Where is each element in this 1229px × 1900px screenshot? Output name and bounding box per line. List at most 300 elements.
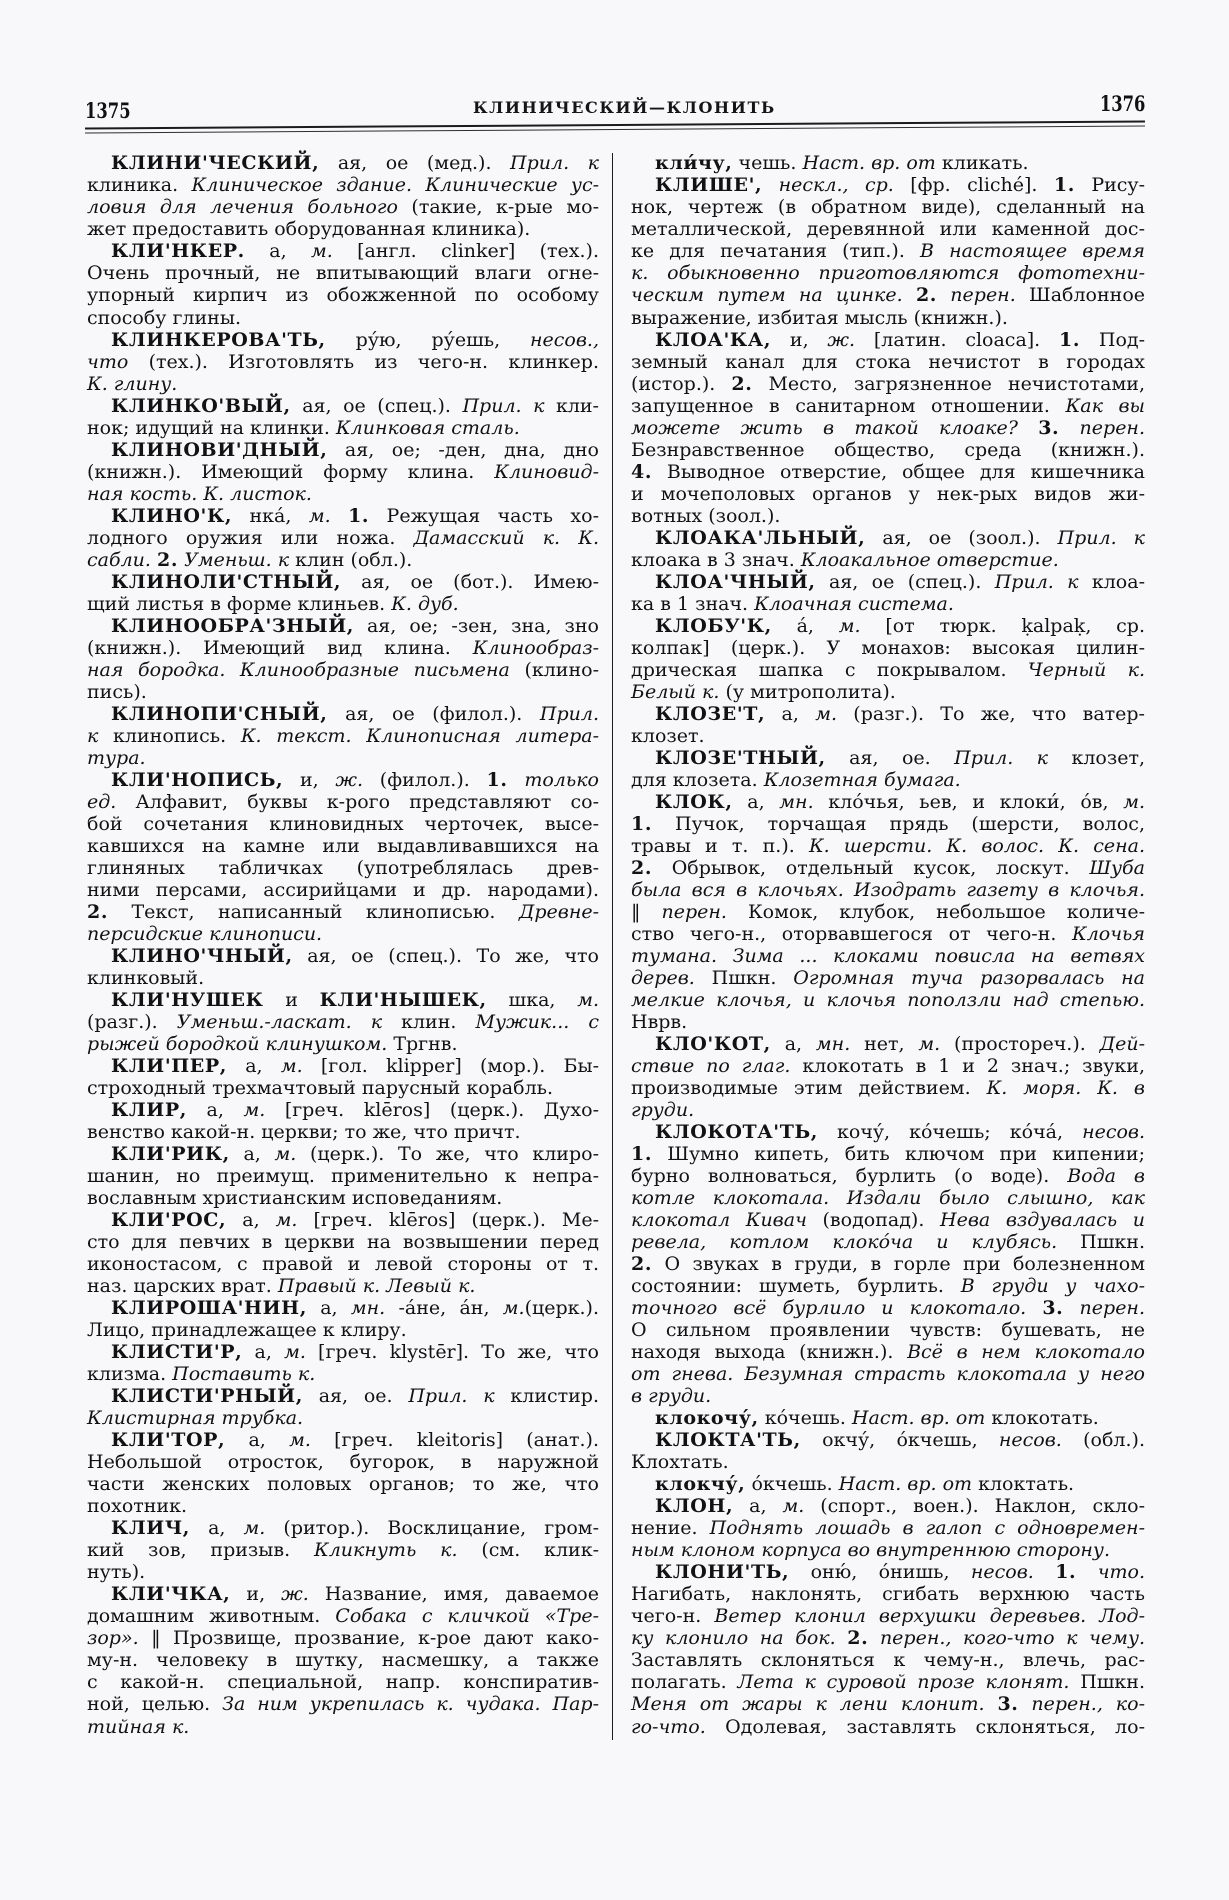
italic-text: мн. [815,1033,851,1056]
dictionary-entry [87,945,599,989]
italic-text: сабли. [87,548,151,571]
text-line [631,196,1145,218]
text-line [631,1363,1145,1385]
headword: КЛИ'НКЕР. [111,240,245,263]
text-line [631,549,1145,571]
plain-text [1034,1561,1055,1583]
dictionary-entry [87,1517,599,1583]
dictionary-entry [631,615,1145,703]
italic-text: Лета к суровой прозе клонят. [737,1671,1070,1694]
italic-text: ческим путем на цинке. [631,284,903,307]
header-double-rule [85,120,1145,133]
plain-text: ая, ое (зоол.). [865,526,1058,549]
italic-text: Прил. к [994,570,1079,593]
text-line [87,549,599,571]
text-line [631,1429,1145,1451]
text-line [631,703,1145,725]
text-line [631,1716,1145,1738]
headword: КЛИНКО'ВЫЙ, [111,394,291,417]
italic-text: Всё в нем клокотало [907,1341,1145,1364]
plain-text: полагать. [631,1671,738,1694]
text-line [87,791,599,813]
plain-text [1026,1297,1042,1319]
bold-text: 2. [157,548,179,571]
right-column [631,152,1145,1737]
text-line [631,1143,1145,1165]
dictionary-entry [631,1561,1145,1737]
plain-text: ка в 1 знач. [631,592,755,615]
plain-text: ке для печатания (тип.). [631,240,920,263]
italic-text: Клистирная трубка. [87,1407,304,1430]
italic-text: Клозетная бумага. [763,768,961,791]
headword: КЛИ'ПЕР, [111,1055,227,1078]
dictionary-entry [87,1429,599,1517]
italic-text: Клиническое здание. Клинические ус- [191,174,600,197]
plain-text: Лицо, принадлежащее к клиру. [87,1319,407,1342]
italic-text: В настоящее время [920,240,1145,263]
italic-text: К. моря. К. в [986,1077,1145,1100]
text-line [87,923,599,945]
text-line [87,967,599,989]
headword: кли́чу, [655,152,733,175]
italic-text: Черный к. [1027,658,1145,681]
text-line [631,1517,1145,1539]
plain-text: ‖ [631,900,662,923]
text-line [87,1716,599,1738]
dictionary-entry [631,1121,1145,1407]
italic-text: перен. [950,284,1016,307]
italic-text: только [524,768,599,791]
text-line [87,527,599,549]
headword: КЛОА'КА, [655,328,772,351]
plain-text: а, [226,1209,276,1232]
plain-text: Выводное отверстие, общее для кишечника [652,460,1145,483]
headword: КЛОЗЕ'Т, [655,702,766,725]
plain-text: (у митрополита). [719,680,896,703]
italic-text: Прил. [539,702,599,725]
headword: КЛИ'ТОР, [111,1429,226,1452]
headword: КЛИР, [111,1099,187,1122]
italic-text: Вода в [1067,1165,1145,1188]
text-line [87,1539,599,1561]
italic-text: м. [275,1209,298,1232]
text-line [631,1187,1145,1209]
plain-text: а́, [771,614,839,637]
text-line [631,1473,1145,1495]
plain-text [868,1627,880,1649]
italic-text: ным клоном корпуса во внутреннюю сторону. [631,1539,1110,1562]
dictionary-entry [87,1209,599,1297]
italic-text: Нева вздувалась и [940,1209,1145,1232]
headword: КЛИНКЕРОВА'ТЬ, [111,328,326,351]
text-line [87,571,599,593]
text-line [631,1627,1145,1649]
headword: КЛОАКА'ЛЬНЫЙ, [655,526,866,549]
plain-text: а, [186,1099,244,1122]
plain-text: клизма. [87,1363,173,1386]
plain-text: О звуках в груди, в горле при болезненном [652,1253,1145,1276]
italic-text: м. [838,614,861,637]
text-line [87,1253,599,1275]
plain-text: Пшкн. [1069,1671,1145,1694]
text-line [87,1605,599,1627]
plain-text: Режущая часть хо- [369,504,600,527]
plain-text: [фр. cliché]. [893,174,1054,197]
dictionary-entry [87,505,599,571]
text-line [87,1011,599,1033]
plain-text [985,1693,998,1715]
plain-text: запущенное в санитарном отношении. [631,394,1066,417]
italic-text: ед. [87,790,117,813]
text-line [631,1209,1145,1231]
italic-text: м. [274,1143,297,1166]
headword: КЛИСТИ'Р, [111,1341,243,1364]
text-line [631,989,1145,1011]
text-line [631,791,1145,813]
italic-text: ж. [335,768,364,791]
text-line [87,1275,599,1297]
plain-text: Под- [1080,328,1145,351]
italic-text: м. [502,1297,525,1320]
plain-text: и, [771,328,828,351]
text-line [87,417,599,439]
plain-text: [латин. cloaca]. [855,328,1060,351]
headword: КЛОА'ЧНЫЙ, [655,570,816,593]
text-line [631,967,1145,989]
italic-text: м. [782,1495,805,1518]
text-line [631,373,1145,395]
plain-text: Безнравственное общество, среда (книжн.). [631,438,1145,461]
text-line [87,1055,599,1077]
text-line [631,505,1145,527]
italic-text: ная кость. К. листок. [87,482,312,505]
text-line [87,262,599,284]
plain-text: упорный кирпич из обожженной по особому [87,284,599,307]
headword: клокчу́, [655,1473,746,1496]
headword: КЛОЗЕ'ТНЫЙ, [655,746,826,769]
plain-text: ко́чешь. [758,1407,852,1430]
text-line [87,1209,599,1231]
text-line [631,1407,1145,1429]
plain-text: а, [190,1517,244,1540]
text-line [631,659,1145,681]
plain-text: Текст, написанный клинописью. [108,900,519,923]
italic-text: несов. [1082,1121,1145,1144]
bold-text: 2. [631,856,653,879]
plain-text: части женских половых органов; то же, что [87,1473,599,1496]
text-line [87,1583,599,1605]
dictionary-entry [631,1429,1145,1473]
plain-text: (клино- [509,658,599,681]
text-line [87,1561,599,1583]
plain-text: клоа- [1078,570,1145,593]
text-line [87,769,599,791]
plain-text: му-н. человеку в шутку, насмешку, а также [87,1649,599,1672]
text-line [87,703,599,725]
plain-text: кочу́, ко́чешь; ко́ча́, [817,1121,1083,1144]
plain-text: а, [244,240,311,263]
plain-text: клинковый. [87,966,205,989]
plain-text: и мочеполовых органов у нек-рых видов жи- [631,482,1145,505]
plain-text: окчу́, о́кчешь, [800,1429,999,1452]
text-line [631,1583,1145,1605]
dictionary-entry [631,703,1145,747]
text-line [631,1033,1145,1055]
bold-text: 3. [997,1693,1019,1716]
italic-text: персидские клинописи. [87,922,323,945]
headword: КЛИ'НОПИСЬ, [111,768,284,791]
plain-text [836,1627,848,1649]
italic-text: Меня от жары к лени клонит. [631,1693,985,1716]
text-line [631,1165,1145,1187]
plain-text [1076,1561,1097,1583]
headword: КЛИНО'К, [111,504,233,527]
dictionary-entry [87,615,599,703]
plain-text: и [263,988,320,1011]
plain-text: кавшихся на камне или выдавливавшихся на [87,834,599,857]
plain-text: а, [242,1341,285,1364]
plain-text: (простореч.). [940,1033,1100,1056]
italic-text: Клинообраз- [472,636,599,659]
text-line [87,725,599,747]
italic-text: Клоачная система. [754,592,954,615]
text-line [87,1319,599,1341]
italic-text: Правый к. Левый к. [277,1275,476,1298]
text-line [87,395,599,417]
text-line [631,637,1145,659]
text-line [87,1187,599,1209]
italic-text: го-что. [631,1715,706,1738]
italic-text: от гнева. Безумная страсть клокотала у него [631,1363,1145,1386]
text-line [87,196,599,218]
text-line [87,284,599,306]
plain-text: а, [226,1055,281,1078]
plain-text: Тргнв. [387,1033,458,1056]
column-divider [612,153,614,1740]
text-line [631,174,1145,196]
plain-text: кли- [544,394,599,417]
plain-text: металлической, деревянной или каменной дос- [631,218,1145,241]
plain-text: (такие, к-рые мо- [397,196,599,219]
plain-text: вотных (зоол.). [631,504,781,527]
plain-text: клокотать. [985,1407,1099,1430]
dictionary-entry [87,1143,599,1209]
italic-text: Клоакальное отверстие. [800,548,1059,571]
plain-text: выражение, избитая мысль (книжн.). [631,306,1008,329]
plain-text: а, [733,1495,783,1518]
dictionary-entry [87,439,599,505]
plain-text: ая, ое (спец.). [290,394,463,417]
text-line [87,1671,599,1693]
plain-text: клистир. [494,1385,600,1408]
plain-text: ними персами, ассирийцами и др. народами). [87,878,599,901]
text-line [87,989,599,1011]
plain-text: нуть). [87,1561,146,1584]
plain-text: (см. клик- [457,1539,599,1562]
plain-text: бурно волноваться, бурлить (о воде). [631,1165,1068,1188]
right-page-number: 1376 [1099,91,1145,116]
headword: КЛИНО'ЧНЫЙ, [111,944,293,967]
plain-text: земный канал для стока нечистот в городах [631,350,1145,373]
plain-text: Пшкн. [694,966,794,989]
plain-text: ной, целью. [87,1693,223,1716]
dictionary-entry [631,174,1145,328]
text-line [631,923,1145,945]
plain-text: Клохтать. [631,1451,729,1474]
left-column [87,152,599,1737]
plain-text: ая, ое (спец.). То же, что [292,944,599,967]
text-line [87,1341,599,1363]
text-line [87,218,599,240]
italic-text: Уменьш.-ласкат. к [176,1011,383,1033]
text-line [631,747,1145,769]
italic-text: Наст. вр. от [802,152,936,175]
italic-text: Прил. к [510,152,599,175]
text-line [631,1319,1145,1341]
headword: КЛИЧ, [111,1517,190,1540]
plain-text [903,284,916,306]
text-line [87,615,599,637]
italic-text: ная бородка. Клинообразные письмена [87,658,510,681]
headword: КЛОБУ'К, [655,614,772,637]
plain-text: а, [732,790,780,813]
text-line [87,240,599,262]
italic-text: дерев. [631,966,695,989]
bold-text: 1. [1055,1561,1077,1584]
plain-text: а, [306,1297,351,1320]
italic-text: несов. [970,1561,1034,1584]
text-line [87,901,599,923]
plain-text: нение. [631,1517,710,1540]
italic-text: перен. [661,900,727,923]
plain-text: (разг.). То же, что ватер- [836,702,1145,725]
plain-text [1063,1297,1079,1319]
italic-text: Клочья [1072,922,1145,945]
italic-text: Прил. к [1057,526,1145,549]
dictionary-entry [87,240,599,328]
text-line [631,1253,1145,1275]
dictionary-entry [87,769,599,945]
plain-text: (обл.). [1061,1429,1145,1452]
text-line [631,1451,1145,1473]
text-line [87,1099,599,1121]
plain-text: дрическая шапка с покрывалом. [631,658,1028,681]
text-line [631,1671,1145,1693]
text-line [87,1033,599,1055]
italic-text: тумана. Зима ... клоками повисла на ветвях [631,944,1145,967]
text-line [87,1363,599,1385]
plain-text: нет, [850,1033,919,1056]
text-line [87,461,599,483]
italic-text: тура. [87,746,146,769]
plain-text: клозет. [631,724,705,747]
dictionary-entry [87,1055,599,1099]
italic-text: Шуба [1089,856,1145,879]
plain-text: домашним животным. [87,1605,336,1628]
text-line [87,1473,599,1495]
italic-text: Древне- [518,900,599,923]
dictionary-entry [87,989,599,1055]
plain-text: ая, ое (спец.). [815,570,995,593]
text-line [87,1407,599,1429]
plain-text: ая, ое (филол.). [327,702,540,725]
italic-text: Прил. к [954,746,1049,769]
text-line [631,417,1145,439]
text-line [631,725,1145,747]
plain-text: клоака в 3 знач. [631,548,801,571]
headword: КЛИСТИ'РНЫЙ, [111,1385,303,1408]
text-line [631,439,1145,461]
text-line [87,659,599,681]
plain-text: ая, ое. [302,1385,409,1408]
dictionary-entry [631,329,1145,527]
running-head: КЛИНИЧЕСКИЙ—КЛОНИТЬ [473,98,776,117]
italic-text: Прил. к [462,394,545,417]
italic-text: ревела, котлом клоко́ча и клубясь. [631,1231,1058,1254]
italic-text: м. [284,1341,306,1364]
plain-text: (книжн.). Имеющий форму клина. [87,460,495,483]
plain-text: [греч. klystēr]. То же, что [305,1341,599,1364]
headword: КЛИ'ЧКА, [111,1583,231,1606]
plain-text: состоянии: шуметь, бурлить. [631,1275,961,1298]
text-line [87,174,599,196]
dictionary-entry [87,152,599,240]
plain-text: строходный трехмачтовый парусный корабль. [87,1077,554,1100]
italic-text: Дей- [1099,1033,1145,1056]
italic-text: рыжей бородкой клинушком. [87,1033,388,1056]
dictionary-entry [87,1385,599,1429]
bold-text: 3. [1038,416,1060,439]
plain-text: оню́, о́нишь, [789,1561,971,1584]
italic-text: В груди у чахо- [960,1275,1146,1298]
plain-text: Название, имя, даваемое [308,1583,599,1606]
bold-text: 4. [631,460,653,483]
text-line [87,1517,599,1539]
text-line [87,152,599,174]
text-line [87,593,599,615]
headword: КЛИНОПИ'СНЫЙ, [111,702,328,725]
bold-text: 1. [631,812,653,835]
plain-text: клинопись. [98,724,241,747]
plain-text: клиника. [87,174,192,197]
headword: КЛИ'РИК, [111,1143,230,1166]
text-line [87,1693,599,1715]
headword: КЛИНООБРА'ЗНЫЙ, [111,614,354,637]
plain-text: Шаблонное [1015,284,1146,307]
headword: КЛИШЕ', [655,174,763,197]
headword: КЛИРОША'НИН, [111,1297,307,1320]
plain-text: Нврв. [631,1011,688,1033]
dictionary-entry [87,329,599,395]
italic-text: к. обыкновенно приготовляются фототехни- [631,262,1145,285]
italic-text: м. [310,240,333,263]
plain-text: пись). [87,680,147,703]
italic-text: в груди. [631,1385,712,1408]
plain-text: Рису- [1074,174,1146,197]
text-line [631,1121,1145,1143]
text-line [631,571,1145,593]
plain-text: (истор.). [631,372,732,395]
text-line [87,1077,599,1099]
italic-text: Мужик... с [475,1011,599,1033]
headword: КЛОКОТА'ТЬ, [655,1121,818,1144]
text-line [87,1451,599,1473]
text-line [87,747,599,769]
bold-text: 1. [1059,328,1081,351]
plain-text: глиняных табличках (употреблялась древ- [87,856,599,879]
plain-text: (тех.). Изготовлять из чего-н. клинкер. [128,350,599,373]
text-line [87,1143,599,1165]
